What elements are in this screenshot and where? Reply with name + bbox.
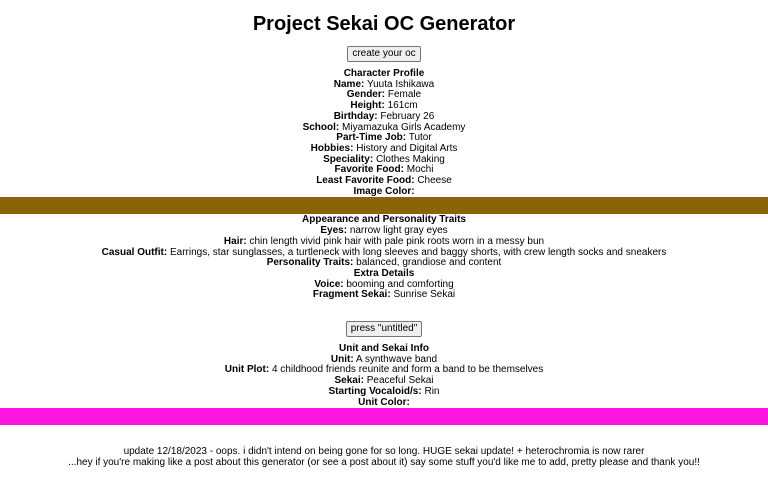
character-profile bbox=[0, 62, 768, 197]
unit-generator-section bbox=[0, 301, 768, 337]
appearance-heading: Appearance and Personality Traits bbox=[302, 214, 466, 226]
unit-value: A synthwave band bbox=[355, 353, 438, 365]
personality-label: Personality Traits: bbox=[266, 257, 354, 269]
update-note: update 12/18/2023 - oops. i didn't intend on being gone for so long. HUGE sekai update! + heterochromia is now rarer bbox=[123, 446, 645, 458]
unit-heading: Unit and Sekai Info bbox=[338, 343, 429, 355]
footer bbox=[0, 425, 768, 468]
vocaloid-row bbox=[0, 387, 768, 398]
create-oc-section bbox=[0, 36, 768, 62]
job-label: Part-Time Job: bbox=[336, 132, 407, 144]
hair-value: chin length vivid pink hair with pale pink roots worn in a messy bun bbox=[249, 235, 545, 247]
birthday-value: February 26 bbox=[380, 110, 435, 122]
outfit-value: Earrings, star sunglasses, a turtleneck with long sleeves and baggy shorts, with crew length socks and sneakers bbox=[169, 246, 667, 258]
speciality-label: Speciality: bbox=[323, 153, 374, 165]
least-favorite-food-label: Least Favorite Food: bbox=[316, 175, 415, 187]
extra-details-heading: Extra Details bbox=[353, 267, 415, 279]
height-label: Height: bbox=[350, 100, 385, 112]
create-oc-button[interactable]: create your oc bbox=[347, 46, 420, 62]
profile-heading: Character Profile bbox=[343, 68, 425, 79]
unit-plot-value: 4 childhood friends reunite and form a band to be themselves bbox=[271, 364, 544, 376]
fragment-row bbox=[0, 290, 768, 301]
school-value: Miyamazuka Girls Academy bbox=[342, 121, 466, 133]
hobbies-label: Hobbies: bbox=[310, 142, 354, 154]
favorite-food-label: Favorite Food: bbox=[334, 164, 404, 176]
image-color-swatch bbox=[0, 197, 768, 214]
unit-plot-label: Unit Plot: bbox=[224, 364, 270, 376]
appearance-section bbox=[0, 214, 768, 301]
unit-label: Unit: bbox=[330, 353, 354, 365]
gender-label: Gender: bbox=[346, 89, 386, 101]
sekai-value: Peaceful Sekai bbox=[366, 375, 434, 387]
unit-color-swatch bbox=[0, 408, 768, 425]
speciality-value: Clothes Making bbox=[375, 153, 445, 165]
birthday-label: Birthday: bbox=[333, 110, 378, 122]
hobbies-value: History and Digital Arts bbox=[356, 142, 458, 154]
name-value: Yuuta Ishikawa bbox=[366, 78, 435, 90]
outfit-label: Casual Outfit: bbox=[101, 246, 168, 258]
image-color-label: Image Color: bbox=[353, 185, 415, 197]
least-favorite-food-value: Cheese bbox=[417, 175, 452, 187]
page-title: Project Sekai OC Generator bbox=[252, 13, 516, 35]
unit-info bbox=[0, 337, 768, 408]
name-label: Name: bbox=[333, 78, 365, 90]
vocaloid-label: Starting Vocaloid/s: bbox=[328, 385, 422, 397]
favorite-food-value: Mochi bbox=[406, 164, 434, 176]
request-note: ...hey if you're making like a post about this generator (or see a post about it) say some stuff you'd like me to add, pretty please and thank you!! bbox=[68, 457, 700, 469]
voice-label: Voice: bbox=[314, 278, 344, 290]
fragment-value: Sunrise Sekai bbox=[393, 289, 456, 301]
eyes-label: Eyes: bbox=[320, 225, 348, 237]
personality-value: balanced, grandiose and content bbox=[356, 257, 502, 269]
hair-label: Hair: bbox=[223, 235, 247, 247]
press-untitled-button[interactable]: press "untitled" bbox=[346, 321, 423, 337]
unit-color-label: Unit Color: bbox=[358, 396, 410, 408]
height-value: 161cm bbox=[387, 100, 418, 112]
fragment-label: Fragment Sekai: bbox=[312, 289, 391, 301]
eyes-value: narrow light gray eyes bbox=[349, 225, 448, 237]
sekai-label: Sekai: bbox=[334, 375, 364, 387]
gender-value: Female bbox=[387, 89, 422, 101]
vocaloid-value: Rin bbox=[424, 385, 440, 397]
job-value: Tutor bbox=[408, 132, 432, 144]
voice-value: booming and comforting bbox=[346, 278, 454, 290]
school-label: School: bbox=[302, 121, 340, 133]
